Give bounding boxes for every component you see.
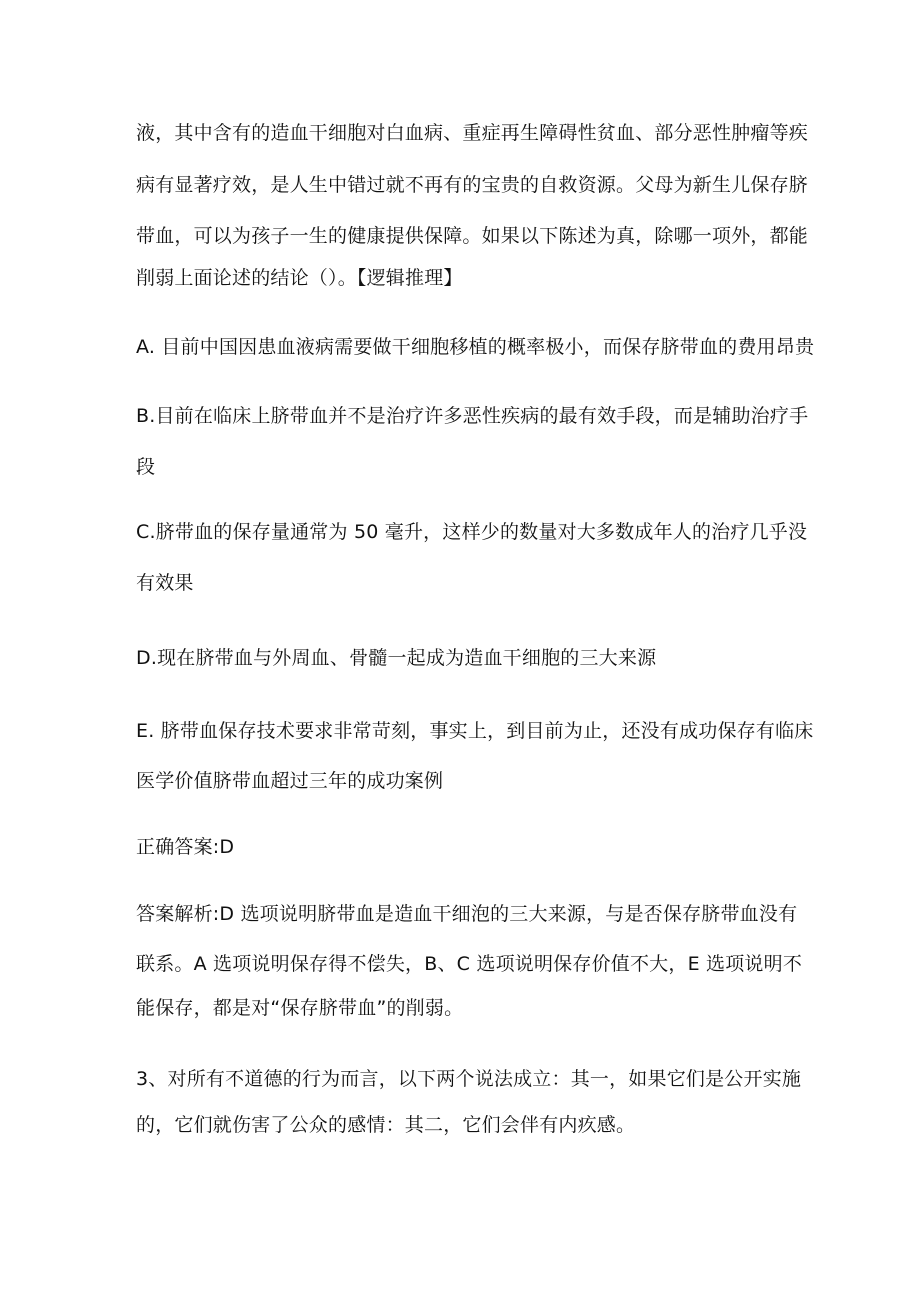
correct-answer: 正确答案:D [136,836,235,858]
option-c-line-2: 有效果 [136,572,194,594]
question-text-line-1: 液，其中含有的造血干细胞对白血病、重症再生障碍性贫血、部分恶性肿瘤等疾 [136,122,809,144]
option-c-line-1: C.脐带血的保存量通常为 50 毫升，这样少的数量对大多数成年人的治疗几乎没 [136,521,808,543]
analysis-line-1: 答案解析:D 选项说明脐带血是造血干细泡的三大来源，与是否保存脐带血没有 [136,903,798,925]
option-d-line-1: D.现在脐带血与外周血、骨髓一起成为造血干细胞的三大来源 [136,647,657,669]
option-b-line-1: B.目前在临床上脐带血并不是治疗许多恶性疾病的最有效手段，而是辅助治疗手 [136,405,809,427]
analysis-line-3: 能保存，都是对“保存脐带血”的削弱。 [136,997,464,1019]
question-text-line-2: 病有显著疗效，是人生中错过就不再有的宝贵的自救资源。父母为新生儿保存脐 [136,174,809,196]
question-3-line-1: 3、对所有不道德的行为而言，以下两个说法成立：其一，如果它们是公开实施 [136,1068,802,1090]
option-e-line-2: 医学价值脐带血超过三年的成功案例 [136,770,444,792]
question-text-line-4: 削弱上面论述的结论（）。【逻辑推理】 [136,267,463,289]
analysis-line-2: 联系。A 选项说明保存得不偿失，B、C 选项说明保存价值不大，E 选项说明不 [136,953,803,975]
option-a-line-1: A. 目前中国因患血液病需要做干细胞移植的概率极小，而保存脐带血的费用昂贵 [136,336,815,358]
option-e-line-1: E. 脐带血保存技术要求非常苛刻，事实上，到目前为止，还没有成功保存有临床 [136,720,814,742]
question-text-line-3: 带血，可以为孩子一生的健康提供保障。如果以下陈述为真，除哪一项外，都能 [136,225,809,247]
option-b-line-2: 段 [136,456,156,478]
question-3-line-2: 的，它们就伤害了公众的感情：其二，它们会伴有内疚感。 [136,1114,636,1136]
